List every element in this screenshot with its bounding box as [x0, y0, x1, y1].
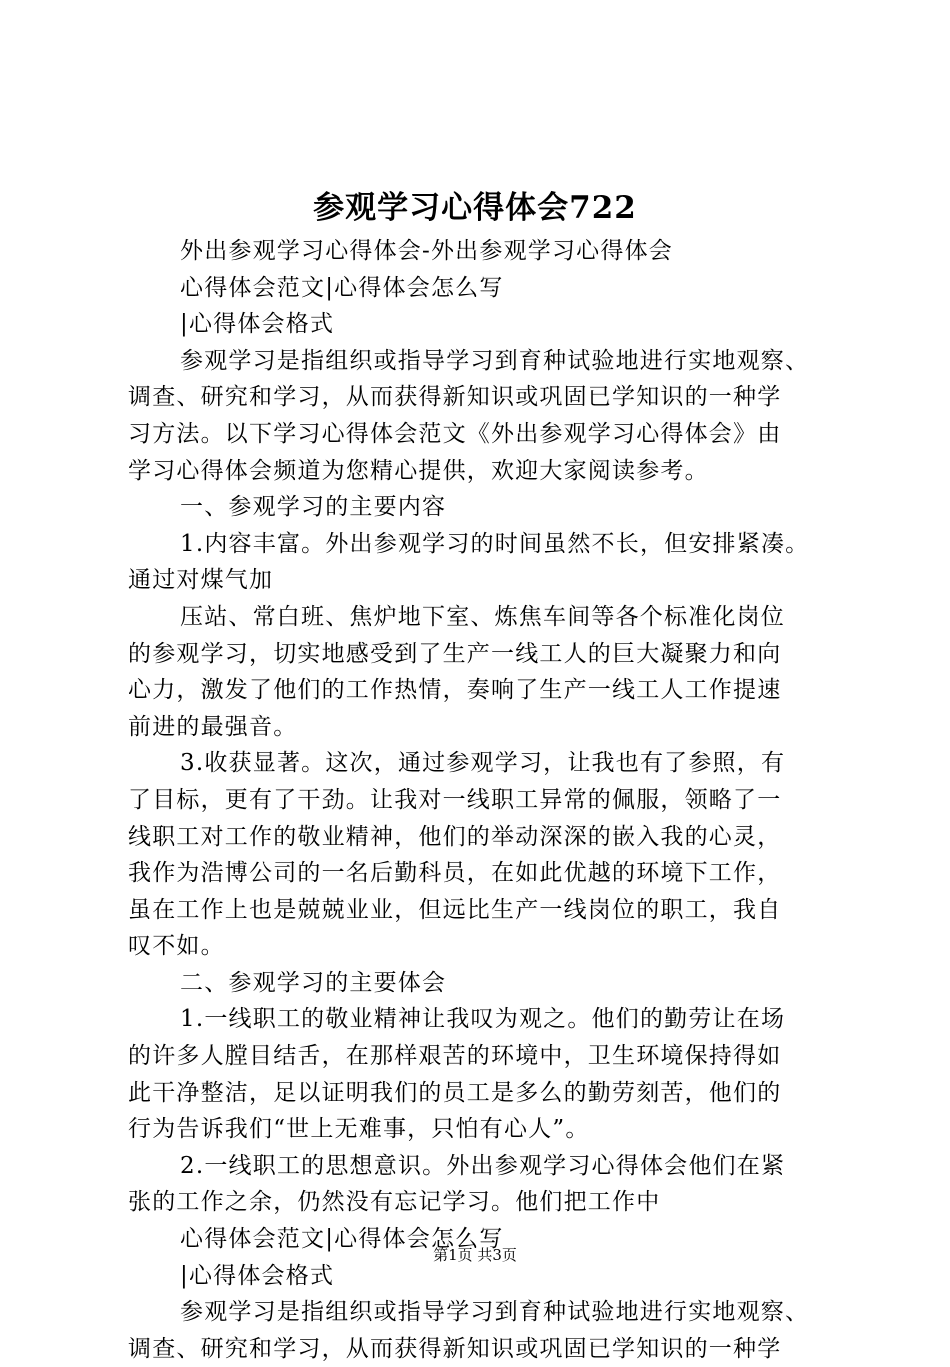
text-line: 线职工对工作的敬业精神，他们的举动深深的嵌入我的心灵，	[128, 823, 782, 850]
text-line: 2.一线职工的思想意识。外出参观学习心得体会他们在紧	[180, 1152, 786, 1179]
text-line: 心得体会范文|心得体会怎么写	[180, 1226, 504, 1253]
text-line: 3.收获显著。这次，通过参观学习，让我也有了参照，有	[180, 750, 786, 777]
text-line: 虽在工作上也是兢兢业业，但远比生产一线岗位的职工，我自	[128, 896, 782, 923]
text-line: 习方法。以下学习心得体会范文《外出参观学习心得体会》由	[128, 420, 782, 447]
text-line: 学习心得体会频道为您精心提供，欢迎大家阅读参考。	[128, 457, 709, 484]
text-line: 1.一线职工的敬业精神让我叹为观之。他们的勤劳让在场	[180, 1006, 786, 1033]
document-body	[128, 233, 838, 1367]
text-line: 参观学习是指组织或指导学习到育种试验地进行实地观察、	[180, 347, 810, 374]
text-line: 张的工作之余，仍然没有忘记学习。他们把工作中	[128, 1189, 661, 1216]
text-line: 了目标，更有了干劲。让我对一线职工异常的佩服，领略了一	[128, 786, 782, 813]
section-heading: 一、参观学习的主要内容	[180, 494, 447, 521]
text-line: 此干净整洁，足以证明我们的员工是多么的勤劳刻苦，他们的	[128, 1079, 782, 1106]
text-line: 前进的最强音。	[128, 713, 298, 740]
text-line: 心得体会范文|心得体会怎么写	[180, 274, 504, 301]
text-line: 外出参观学习心得体会-外出参观学习心得体会	[180, 238, 673, 264]
section-heading: 二、参观学习的主要体会	[180, 969, 447, 996]
text-line: 压站、常白班、焦炉地下室、炼焦车间等各个标准化岗位	[180, 603, 785, 630]
page-footer: 第1页 共3页	[433, 1246, 517, 1264]
text-line: 的许多人膛目结舌，在那样艰苦的环境中，卫生环境保持得如	[128, 1043, 782, 1070]
document-title: 参观学习心得体会722	[313, 190, 637, 226]
text-line: |心得体会格式	[180, 311, 335, 338]
text-line: 我作为浩博公司的一名后勤科员，在如此优越的环境下工作，	[128, 860, 782, 887]
text-line: 调查、研究和学习，从而获得新知识或巩固已学知识的一种学	[128, 1335, 782, 1362]
text-line: 参观学习是指组织或指导学习到育种试验地进行实地观察、	[180, 1299, 810, 1326]
text-line: 的参观学习，切实地感受到了生产一线工人的巨大凝聚力和向	[128, 640, 782, 667]
text-line: 1.内容丰富。外出参观学习的时间虽然不长，但安排紧凑。	[180, 530, 810, 557]
text-line: 叹不如。	[128, 933, 225, 960]
text-line: 行为告诉我们“世上无难事，只怕有心人”。	[128, 1116, 590, 1143]
text-line: 调查、研究和学习，从而获得新知识或巩固已学知识的一种学	[128, 384, 782, 411]
text-line: 通过对煤气加	[128, 567, 274, 594]
text-line: 心力，激发了他们的工作热情，奏响了生产一线工人工作提速	[128, 677, 782, 704]
text-line: |心得体会格式	[180, 1262, 335, 1289]
